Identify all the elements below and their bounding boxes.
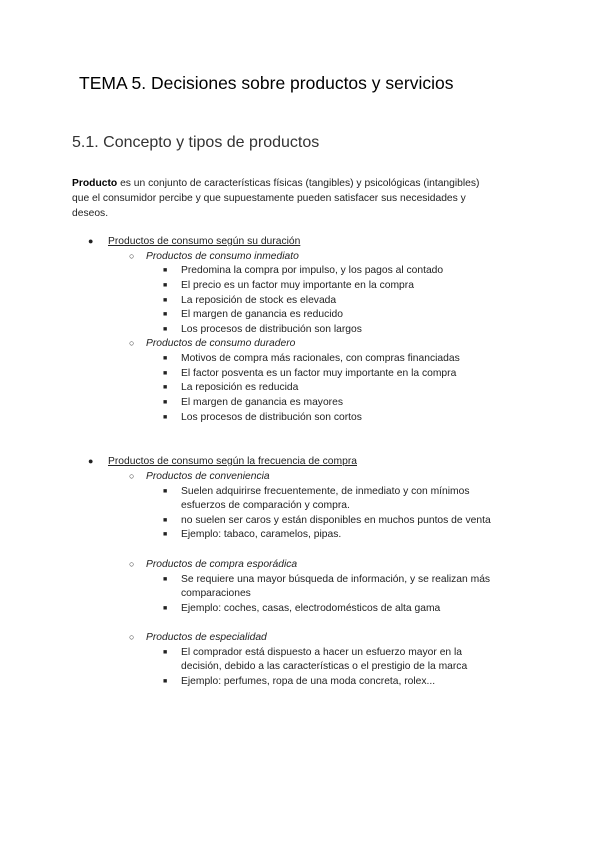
bullet-level3-icon: ■: [163, 384, 168, 391]
bullet-level3-icon: ■: [163, 414, 168, 421]
intro-paragraph: [72, 176, 522, 221]
list-item: Suelen adquirirse frecuentemente, de inmediato y con mínimos: [181, 486, 470, 497]
list-item: La reposición de stock es elevada: [181, 295, 337, 306]
bullet-level2-icon: ○: [129, 632, 135, 642]
intro-line-2: que el consumidor percibe y que supuestamente pueden satisfacer sus necesidades y: [72, 193, 466, 204]
group1-sub2-title: Productos de consumo duradero: [146, 338, 296, 349]
list-item: Ejemplo: tabaco, caramelos, pipas.: [181, 529, 342, 540]
list-item: El factor posventa es un factor muy importante en la compra: [181, 368, 457, 379]
bullet-level3-icon: ■: [163, 605, 168, 612]
bullet-level3-icon: ■: [163, 678, 168, 685]
bullet-level2-icon: ○: [129, 471, 135, 481]
bullet-level3-icon: ■: [163, 531, 168, 538]
bullet-level3-icon: ■: [163, 370, 168, 377]
intro-line-3: deseos.: [72, 208, 109, 219]
bullet-level2-icon: ○: [129, 251, 135, 261]
bullet-level3-icon: ■: [163, 576, 168, 583]
list-item: Ejemplo: coches, casas, electrodomésticos de alta gama: [181, 603, 441, 614]
list-item: Predomina la compra por impulso, y los pagos al contado: [181, 265, 444, 276]
list-item-continuation: decisión, debido a las características o el prestigio de la marca: [181, 661, 468, 672]
group2-sub2-title: Productos de compra esporádica: [146, 559, 298, 570]
bullet-level3-icon: ■: [163, 326, 168, 333]
list-item: Se requiere una mayor búsqueda de información, y se realizan más: [181, 574, 491, 585]
bullet-level3-icon: ■: [163, 297, 168, 304]
list-item: Los procesos de distribución son largos: [181, 324, 362, 335]
page-title: TEMA 5. Decisiones sobre productos y servicios: [79, 73, 454, 93]
group2-sub1-title: Productos de conveniencia: [146, 471, 270, 482]
bullet-level3-icon: ■: [163, 649, 168, 656]
list-item: El precio es un factor muy importante en la compra: [181, 280, 414, 291]
bullet-level3-icon: ■: [163, 282, 168, 289]
group2-title: Productos de consumo según la frecuencia de compra: [108, 456, 357, 467]
list-item: La reposición es reducida: [181, 382, 299, 393]
bullet-level2-icon: ○: [129, 559, 135, 569]
list-item: El margen de ganancia es mayores: [181, 397, 343, 408]
group1-sub1-title: Productos de consumo inmediato: [146, 251, 299, 262]
section-heading: 5.1. Concepto y tipos de productos: [72, 134, 320, 151]
bullet-level3-icon: ■: [163, 311, 168, 318]
bullet-level3-icon: ■: [163, 488, 168, 495]
bullet-level1-icon: ●: [88, 236, 94, 246]
group1-title: Productos de consumo según su duración: [108, 236, 301, 247]
list-item-continuation: esfuerzos de comparación y compra.: [181, 500, 350, 511]
list-item: Ejemplo: perfumes, ropa de una moda concreta, rolex...: [181, 676, 436, 687]
bullet-level1-icon: ●: [88, 456, 94, 466]
bullet-level3-icon: ■: [163, 355, 168, 362]
intro-term: Producto: [72, 178, 118, 189]
list-item: El margen de ganancia es reducido: [181, 309, 343, 320]
bullet-level3-icon: ■: [163, 399, 168, 406]
group2-sub3-title: Productos de especialidad: [146, 632, 267, 643]
list-item-continuation: comparaciones: [181, 588, 251, 599]
bullet-level3-icon: ■: [163, 517, 168, 524]
list-item: El comprador está dispuesto a hacer un esfuerzo mayor en la: [181, 647, 463, 658]
bullet-level3-icon: ■: [163, 267, 168, 274]
list-item: no suelen ser caros y están disponibles en muchos puntos de venta: [181, 515, 491, 526]
intro-line-1: es un conjunto de características físicas (tangibles) y psicológicas (intangibles): [117, 178, 480, 189]
list-item: Los procesos de distribución son cortos: [181, 412, 362, 423]
list-item: Motivos de compra más racionales, con compras financiadas: [181, 353, 460, 364]
bullet-level2-icon: ○: [129, 338, 135, 348]
